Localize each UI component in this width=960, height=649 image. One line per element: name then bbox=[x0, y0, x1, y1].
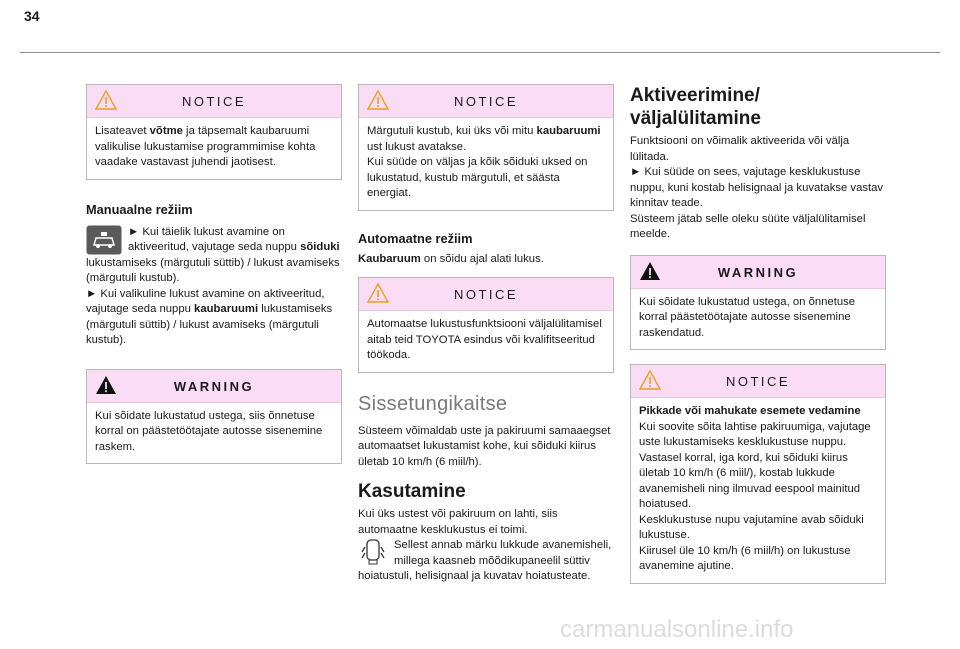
text: Süsteem jätab selle oleku süüte väljalülitamisel meelde. bbox=[630, 212, 866, 240]
column-1 bbox=[86, 84, 342, 464]
notice-header bbox=[359, 278, 613, 311]
notice-body bbox=[359, 118, 613, 210]
text: ► Kui täielik lukust avamine on aktiveeritud, vajutage seda nuppu bbox=[128, 225, 301, 253]
sissetung-text: Süsteem võimaldab uste ja pakiruumi samaaegset automaatset lukustamist kohe, kui sõiduki kiirus ületab 10 km/h (6 miil/h). bbox=[358, 424, 611, 468]
section-heading-large: Sissetungikaitse bbox=[358, 392, 508, 415]
notice-title: NOTICE bbox=[181, 94, 247, 109]
notice-header bbox=[359, 85, 613, 118]
section-heading-large bbox=[630, 84, 886, 130]
notice-title: NOTICE bbox=[453, 94, 519, 109]
notice-body bbox=[87, 118, 341, 179]
text: ► Kui valikuline lukust avamine on aktiveeritud, vajutage seda nuppu bbox=[86, 287, 325, 315]
bold-term: võtme bbox=[149, 125, 183, 137]
warning-body: Kui sõidate lukustatud ustega, on õnnetuse korral päästetöötajate autosse sisenemine raskendatud. bbox=[639, 295, 856, 339]
warning-body: Kui sõidate lukustatud ustega, siis õnnetuse korral on päästetöötajate autosse sisenemine raskem. bbox=[95, 409, 323, 453]
text: lukustamiseks (märgutuli süttib) / lukust avamiseks (märgutuli kustub). bbox=[86, 256, 340, 284]
kasutamine-text: Kui üks ustest või pakiruum on lahti, siis automaatne kesklukustus ei toimi. bbox=[358, 508, 558, 536]
footer-watermark: carmanualsonline.info bbox=[560, 616, 794, 643]
kasutamine-icon-text bbox=[358, 538, 614, 585]
text: Lisateavet bbox=[95, 125, 150, 137]
column-2 bbox=[358, 84, 614, 585]
bold-term: kaubaruumi bbox=[536, 125, 601, 137]
notice-box-3 bbox=[358, 277, 614, 373]
column-3 bbox=[630, 84, 886, 584]
text: ja täpsemalt kaubaruumi valikulise lukustamise programmimise kohta vaadake vastavast juhendi jaotisest. bbox=[95, 125, 316, 168]
notice-title: NOTICE bbox=[453, 287, 519, 302]
warning-box-1 bbox=[86, 369, 342, 465]
header-rule bbox=[20, 52, 940, 53]
text: Kui süüde on väljas ja kõik sõiduki uksed on lukustatud, kustub märgutuli, et säästa energiat. bbox=[367, 156, 588, 199]
notice-body: Automaatse lukustusfunktsiooni väljalülitamisel aitab teid TOYOTA esindus või kvalifitseeritud töökoda. bbox=[367, 318, 602, 361]
warning-box-2 bbox=[630, 255, 886, 351]
section-heading: Manuaalne režiim bbox=[86, 201, 193, 217]
warning-title: WARNING bbox=[173, 378, 255, 394]
text: Märgutuli kustub, kui üks või mitu bbox=[367, 125, 537, 137]
heading-line: Aktiveerimine/ bbox=[630, 85, 760, 106]
text: Sellest annab märku lukkude avanemisheli, millega kaasneb mõõdikupaneelil süttiv hoiatustuli, helisignaal ja kuvatav hoiatusteate. bbox=[358, 539, 612, 582]
warning-header bbox=[631, 256, 885, 289]
manual-text bbox=[86, 225, 342, 349]
notice-box-4 bbox=[630, 364, 886, 584]
section-heading-large: Kasutamine bbox=[358, 481, 466, 502]
door-open-warning-icon bbox=[358, 538, 388, 566]
warning-header bbox=[87, 370, 341, 403]
notice-body bbox=[631, 398, 885, 583]
bold-term: sõiduki bbox=[300, 241, 340, 253]
section-heading: Automaatne režiim bbox=[358, 230, 473, 246]
text: Kiirusel üle 10 km/h (6 miil/h) on lukustuse avanemine ajutine. bbox=[639, 544, 851, 572]
text: ust lukust avatakse. bbox=[367, 140, 467, 153]
bold-term: kaubaruumi bbox=[194, 303, 259, 315]
auto-text bbox=[358, 252, 614, 268]
heading-line: väljalülitamine bbox=[630, 108, 761, 129]
text: ► Kui süüde on sees, vajutage kesklukustuse nuppu, kuni kostab helisignaal ja kuvatakse vastav kinnitav teade. bbox=[630, 166, 884, 209]
warning-title: WARNING bbox=[717, 264, 799, 280]
notice-title: NOTICE bbox=[725, 374, 791, 389]
notice-header bbox=[631, 365, 885, 398]
notice-header bbox=[87, 85, 341, 118]
page-number: 34 bbox=[24, 8, 40, 24]
text: Funktsiooni on võimalik aktiveerida või välja lülitada. bbox=[630, 135, 850, 163]
activation-text bbox=[630, 134, 886, 243]
bold-term: Kaubaruum bbox=[358, 252, 421, 265]
text: on sõidu ajal alati lukus. bbox=[420, 252, 544, 265]
text: Kesklukustuse nupu vajutamine avab sõiduki lukustuse. bbox=[639, 513, 864, 541]
bold-term: Pikkade või mahukate esemete vedamine bbox=[639, 405, 861, 417]
lock-button-icon bbox=[86, 225, 122, 255]
text: Kui soovite sõita lahtise pakiruumiga, vajutage uste lukustamiseks kesklukustuse nuppu. Vastasel korral, iga kord, kui sõiduki kiirus ületab 10 km/h (6 miil/), kostab lukkude avanemisheli ning ilmuvad eespool mainitud hoiatused. bbox=[639, 420, 871, 510]
text: lukustamiseks (märgutuli süttib) / lukust avamiseks (märgutuli kustub). bbox=[86, 303, 333, 346]
notice-box-1 bbox=[86, 84, 342, 180]
notice-box-2 bbox=[358, 84, 614, 211]
